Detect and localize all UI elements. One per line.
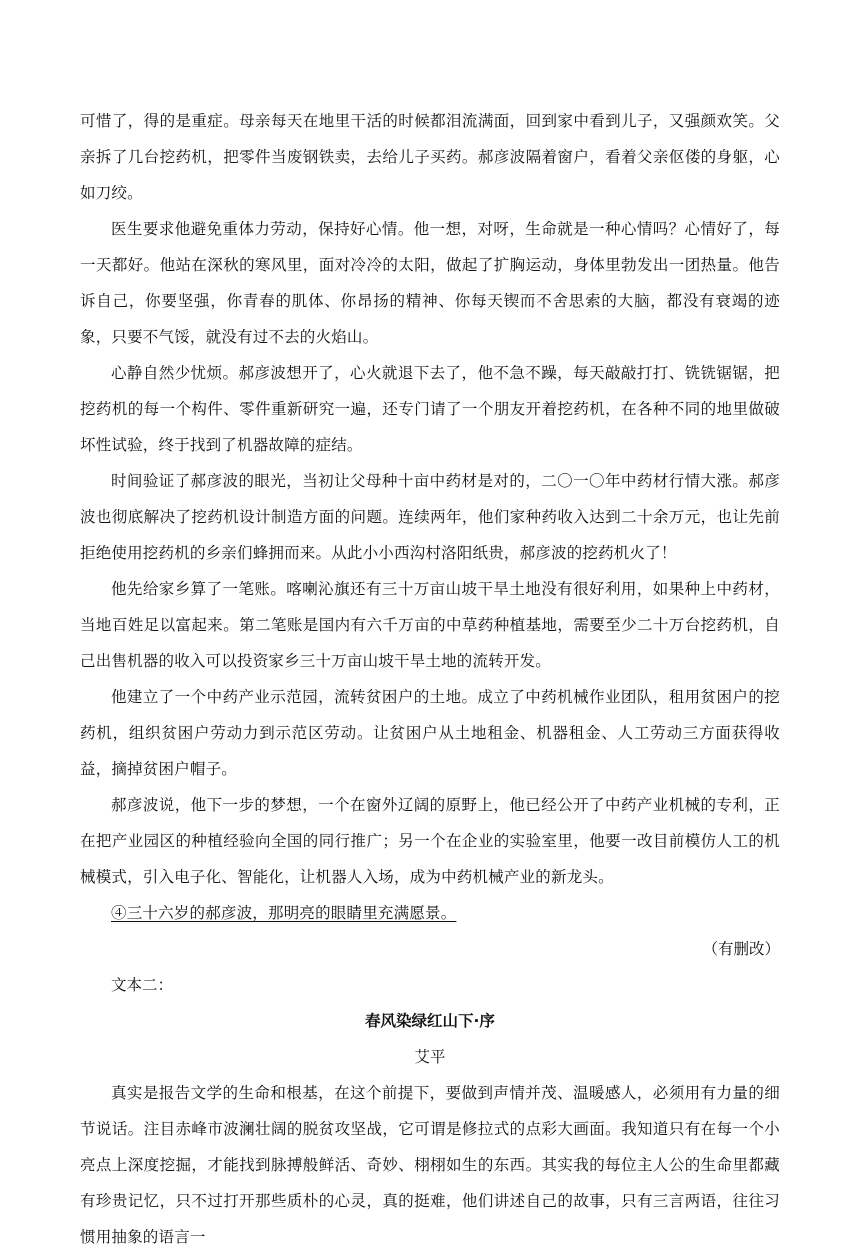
underlined-sentence-4 [80, 895, 780, 931]
paragraph-7: 郝彦波说，他下一步的梦想，一个在窗外辽阔的原野上，他已经公开了中药产业机械的专利，正在把产业园区的种植经验向全国的同行推广；另一个在企业的实验室里，他要一改目前模仿人工的机械模式，引入电子化、智能化，让机器人入场，成为中药机械产业的新龙头。 [80, 796, 780, 886]
text2-label: 文本二： [111, 976, 174, 994]
article-title: 春风染绿红山下·序 [365, 1012, 495, 1030]
document-page [80, 103, 780, 1255]
paragraph-3: 心静自然少忧烦。郝彦波想开了，心火就退下去了，他不急不躁，每天敲敲打打、铣铣锯锯，把挖药机的每一个构件、零件重新研究一遍，还专门请了一个朋友开着挖药机，在各种不同的地里做破坏性试验，终于找到了机器故障的症结。 [80, 364, 780, 454]
text2-paragraph-1: 真实是报告文学的生命和根基，在这个前提下，要做到声情并茂、温暖感人，必须用有力量的细节说话。注目赤峰市波澜壮阔的脱贫攻坚战，它可谓是修拉式的点彩大画面。我知道只有在每一个小亮点上深度挖掘，才能找到脉搏般鲜活、奇妙、栩栩如生的东西。其实我的每位主人公的生命里都藏有珍贵记忆，只不过打开那些质朴的心灵，真的挺难，他们讲述自己的故事，只有三言两语，往往习惯用抽象的语言一 [80, 1084, 780, 1246]
article-author: 艾平 [414, 1048, 446, 1066]
underlined-sentence-text: ④三十六岁的郝彦波，那明亮的眼睛里充满愿景。 [111, 904, 457, 922]
paragraph-4: 时间验证了郝彦波的眼光，当初让父母种十亩中药材是对的，二〇一〇年中药材行情大涨。郝彦波也彻底解决了挖药机设计制造方面的问题。连续两年，他们家种药收入达到二十余万元，也让先前拒绝使用挖药机的乡亲们蜂拥而来。从此小小西沟村洛阳纸贵，郝彦波的挖药机火了！ [80, 472, 780, 562]
paragraph-5: 他先给家乡算了一笔账。喀喇沁旗还有三十万亩山坡干旱土地没有很好利用，如果种上中药材，当地百姓足以富起来。第二笔账是国内有六千万亩的中草药种植基地，需要至少二十万台挖药机，自己出售机器的收入可以投资家乡三十万亩山坡干旱土地的流转开发。 [80, 580, 780, 670]
paragraph-2: 医生要求他避免重体力劳动，保持好心情。他一想，对呀，生命就是一种心情吗？心情好了，每一天都好。他站在深秋的寒风里，面对冷冷的太阳，做起了扩胸运动，身体里勃发出一团热量。他告诉自己，你要坚强，你青春的肌体、你昂扬的精神、你每天锲而不舍思索的大脑，都没有衰竭的迹象，只要不气馁，就没有过不去的火焰山。 [80, 220, 780, 346]
source-note: （有删改） [702, 940, 780, 958]
paragraph-6: 他建立了一个中药产业示范园，流转贫困户的土地。成立了中药机械作业团队，租用贫困户的挖药机，组织贫困户劳动力到示范区劳动。让贫困户从土地租金、机器租金、人工劳动三方面获得收益，摘掉贫困户帽子。 [80, 688, 780, 778]
paragraph-1: 可惜了，得的是重症。母亲每天在地里干活的时候都泪流满面，回到家中看到儿子，又强颜欢笑。父亲拆了几台挖药机，把零件当废钢铁卖，去给儿子买药。郝彦波隔着窗户，看着父亲伛偻的身躯，心如刀绞。 [80, 112, 780, 202]
